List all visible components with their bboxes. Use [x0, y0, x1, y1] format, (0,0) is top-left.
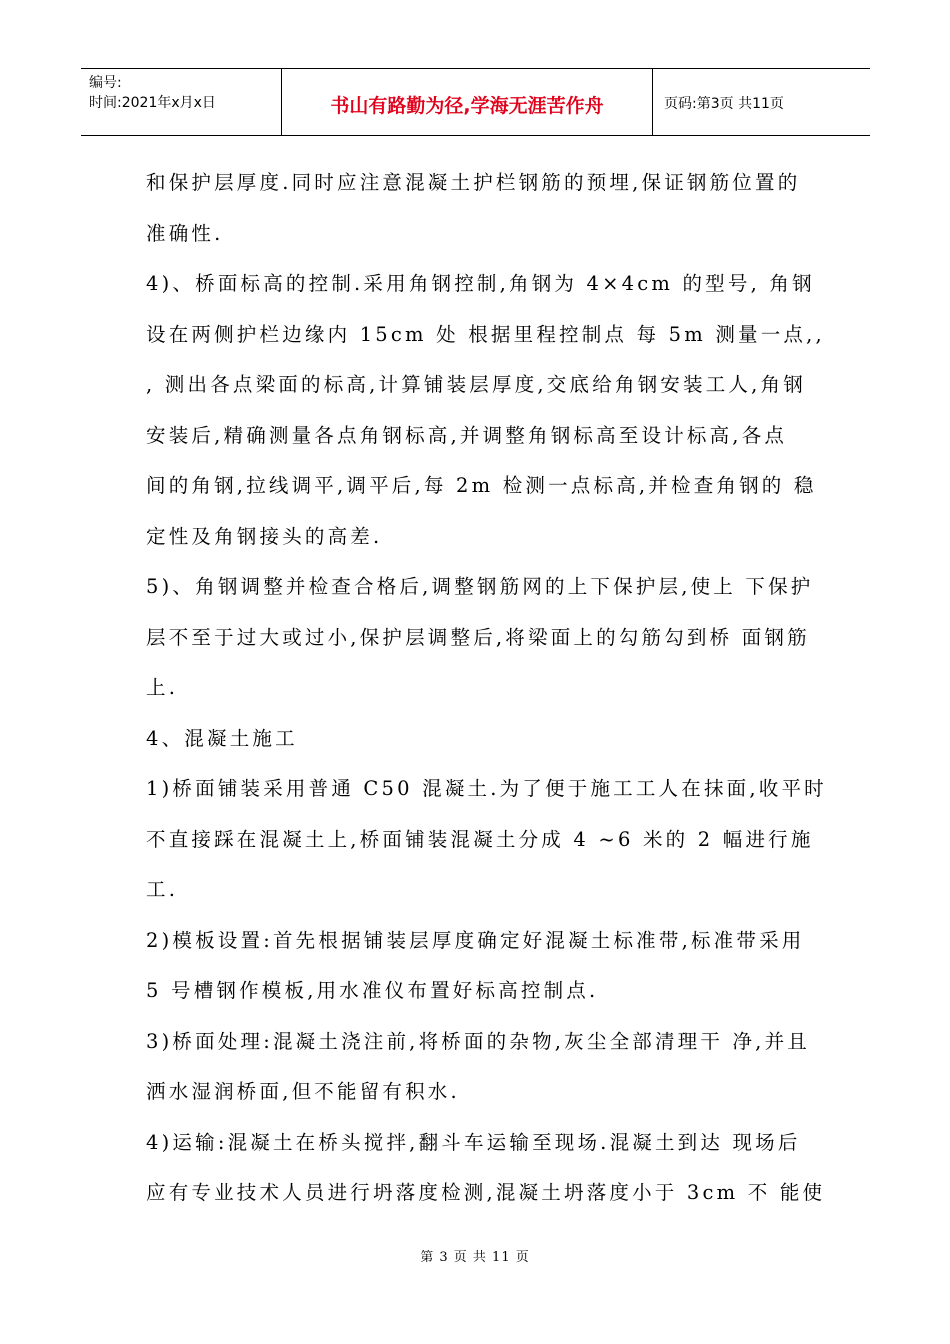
document-header [81, 68, 870, 136]
page-info-text: 页码:第3页 共11页 [664, 96, 784, 112]
body-line: 1)桥面铺装采用普通 C50 混凝土.为了便于施工工人在抹面,收平时 [146, 777, 827, 800]
page-footer [0, 1246, 950, 1265]
body-line: 工. [146, 878, 179, 901]
body-line: 3)桥面处理:混凝土浇注前,将桥面的杂物,灰尘全部清理干 净,并且 [146, 1029, 810, 1053]
section-heading: 4、混凝土施工 [146, 726, 298, 750]
body-line: 安装后,精确测量各点角钢标高,并调整角钢标高至设计标高,各点 [146, 423, 788, 447]
body-line: 4)运输:混凝土在桥头搅拌,翻斗车运输至现场.混凝土到达 现场后 [146, 1130, 801, 1154]
footer-page-number: 第 3 页 共 11 页 [420, 1250, 530, 1265]
body-line: 和保护层厚度.同时应注意混凝土护栏钢筋的预埋,保证钢筋位置的 [146, 171, 801, 194]
motto-text: 书山有路勤为径,学海无涯苦作舟 [330, 94, 604, 117]
body-line: 间的角钢,拉线调平,调平后,每 2m 检测一点标高,并检查角钢的 稳 [146, 474, 817, 497]
header-page-info [653, 69, 870, 135]
body-line: 上. [146, 676, 179, 699]
body-line: 定性及角钢接头的高差. [146, 524, 383, 548]
body-line: 不直接踩在混凝土上,桥面铺装混凝土分成 4 ~6 米的 2 幅进行施 [146, 827, 814, 851]
header-meta [81, 69, 282, 135]
body-line: 设在两侧护栏边缘内 15cm 处 根据里程控制点 每 5m 测量一点,, [146, 322, 825, 346]
body-line: 洒水湿润桥面,但不能留有积水. [146, 1080, 460, 1103]
header-motto [282, 69, 653, 135]
document-body [146, 158, 826, 1219]
body-line: 4)、桥面标高的控制.采用角钢控制,角钢为 4×4cm 的型号, 角钢 [146, 272, 815, 295]
body-line: 准确性. [146, 221, 224, 245]
body-line: , 测出各点梁面的标高,计算铺装层厚度,交底给角钢安装工人,角钢 [146, 373, 806, 396]
date-label: 时间:2021年x月x日 [89, 95, 216, 111]
body-line: 5)、角钢调整并检查合格后,调整钢筋网的上下保护层,使上 下保护 [146, 575, 814, 598]
body-line: 应有专业技术人员进行坍落度检测,混凝土坍落度小于 3cm 不 能使 [146, 1181, 826, 1204]
serial-number-label: 编号: [89, 75, 122, 91]
body-line: 2)模板设置:首先根据铺装层厚度确定好混凝土标准带,标准带采用 [146, 928, 805, 952]
body-line: 5 号槽钢作模板,用水准仪布置好标高控制点. [146, 979, 599, 1002]
body-line: 层不至于过大或过小,保护层调整后,将梁面上的勾筋勾到桥 面钢筋 [146, 625, 810, 649]
